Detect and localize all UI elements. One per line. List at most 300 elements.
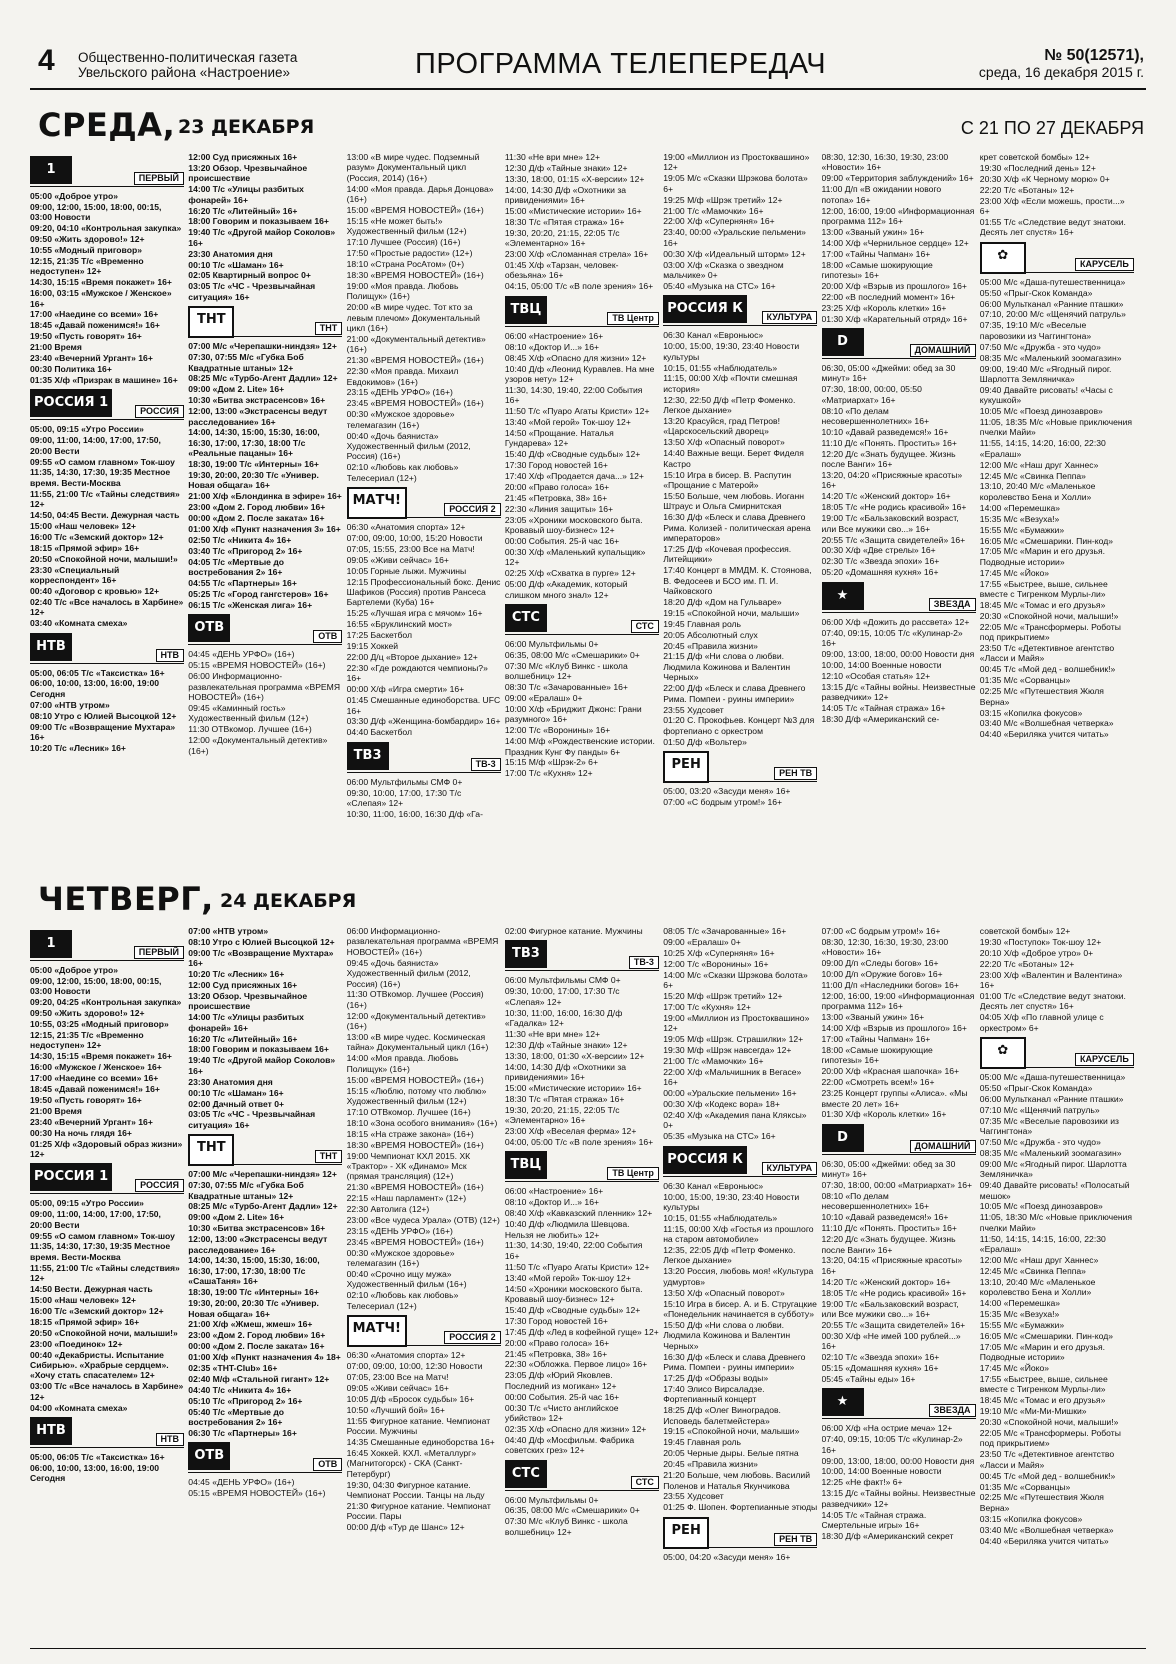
- program-entry: 15:10 Игра в бисер. В. Распутин «Прощание с Матерой»: [663, 469, 792, 490]
- program-entry: 18:45 М/с «Томас и его друзья»: [979, 599, 1106, 610]
- program-entry: 23:15 «ДЕНЬ УРФО» (16+): [346, 1225, 453, 1236]
- program-entry: 11:55, 21:00 Т/с «Тайны следствия» 12+: [30, 1262, 180, 1284]
- program-entry: 13:20 Обзор. Чрезвычайное происшествие: [188, 162, 308, 184]
- channel-header: [188, 1442, 342, 1473]
- program-entry: 10:00, 15:00, 19:30, 23:40 Новости культуры: [663, 1191, 800, 1212]
- program-entry: 01:45 Х/ф «Тарзан, человек-обезьяна» 16+: [504, 260, 619, 281]
- channel-logo-icon: ТВ3: [505, 940, 547, 968]
- program-entry: 04:40 Баскетбол: [346, 727, 413, 738]
- channel-logo-icon: СТС: [505, 604, 547, 632]
- channel-name: КАРУСЕЛЬ: [1075, 258, 1134, 271]
- program-entry: 03:40 Т/с «Пригород 2» 16+: [188, 545, 303, 556]
- program-entry: 18:25 Д/ф «Олег Виноградов. Исповедь балетмейстера»: [663, 1405, 781, 1426]
- program-entry: 08:35 М/с «Маленький зоомагазин»: [979, 1147, 1122, 1158]
- channel-logo-icon: ★: [822, 1388, 864, 1416]
- program-entry: 09:00 «Ералаш» 0+: [663, 936, 741, 947]
- program-entry: 18:15 «На страже закона» (16+): [346, 1128, 474, 1139]
- program-entry: 01:45 Смешанные единоборства. UFC 16+: [346, 695, 501, 716]
- program-entry: 20:45 «Правила жизни»: [663, 1459, 758, 1470]
- program-entry: 10:15, 01:55 «Наблюдатель»: [663, 1212, 778, 1223]
- program-entry: 22:00 Д/ф «Блеск и слава Древнего Рима. Помпеи - руины империи»: [663, 683, 806, 704]
- channel-header: [505, 940, 659, 971]
- program-entry: 19:30 «Последний день» 12+: [979, 162, 1096, 173]
- program-entry: 20:05 Абсолютный слух: [663, 629, 758, 640]
- program-entry: 09:00 «Дом 2. Lite» 16+: [188, 384, 285, 395]
- program-entry: 06:00, 10:00, 13:00, 16:00, 19:00 Сегодня: [30, 678, 159, 699]
- program-entry: 23:45 «ВРЕМЯ НОВОСТЕЙ» (16+): [346, 398, 484, 409]
- program-entry: 18:30 «ВРЕМЯ НОВОСТЕЙ» (16+): [346, 1139, 484, 1150]
- program-entry: 09:00, 13:00, 18:00, 00:00 Новости дня: [821, 1455, 975, 1466]
- program-entry: 10:05 Горные лыжи. Мужчины: [346, 565, 467, 576]
- program-entry: 00:30 Х/ф «Кодекс вора» 18+: [663, 1099, 780, 1109]
- program-entry: 16:00 «Мужское / Женское» 16+: [30, 1062, 162, 1073]
- program-entry: 00:30 Политика 16+: [30, 364, 112, 374]
- program-entry: 01:30 Х/ф «Карательный отряд» 16+: [821, 313, 968, 324]
- program-entry: 23:55 Худсовет: [663, 704, 724, 715]
- program-entry: 12:45 М/с «Свинка Пеппа»: [979, 470, 1086, 481]
- program-entry: 18:00 Говорим и показываем 16+: [188, 216, 329, 227]
- channel-header: [188, 614, 342, 645]
- program-entry: 12:00 Суд присяжных 16+: [188, 980, 298, 991]
- program-entry: 02:00 Дачный ответ 0+: [188, 1098, 285, 1109]
- program-entry: 16:20 Т/с «Литейный» 16+: [188, 205, 298, 216]
- program-entry: 09:20, 04:10 «Контрольная закупка»: [30, 223, 182, 234]
- channel-logo-icon: МАТЧ!: [347, 1315, 407, 1347]
- schedule-column: [980, 926, 1134, 1642]
- program-entry: 19:05 М/ф «Шрэк. Страшилки» 12+: [663, 1034, 804, 1045]
- program-entry: 23:45 «ВРЕМЯ НОВОСТЕЙ» (16+): [346, 1236, 484, 1247]
- program-entry: 07:00 «НТВ утром»: [188, 926, 269, 936]
- program-entry: 22:30 «Моя правда. Михаил Евдокимов» (16+): [346, 366, 459, 387]
- program-entry: 14:40 Важные вещи. Берет Фиделя Кастро: [663, 448, 804, 469]
- program-entry: 23:25 Концерт группы «Алиса». «Мы вместе 20 лет» 16+: [821, 1088, 968, 1109]
- program-entry: 20:30 «Спокойной ночи, малыши!»: [979, 1417, 1119, 1428]
- program-entry: 22:00 Д/ц «Второе дыхание» 12+: [346, 651, 478, 662]
- program-entry: 19:45 Главная роль: [663, 1437, 742, 1448]
- program-entry: 02:05 Квартирный вопрос 0+: [188, 270, 311, 281]
- program-entry: 12:15, 21:35 Т/с «Временно недоступен» 12+: [30, 1029, 144, 1051]
- program-entry: 15:15 «Не может быть!» Художественный фильм (12+): [346, 215, 467, 237]
- channel-name: ЗВЕЗДА: [929, 1404, 976, 1417]
- program-entry: 01:35 М/с «Сорванцы»: [979, 1481, 1071, 1492]
- program-entry: 11:55, 14:15, 14:20, 16:00, 22:30 «Ералаш»: [979, 438, 1106, 459]
- channel-logo-icon: ОТВ: [188, 1442, 230, 1470]
- program-entry: 09:50 «Жить здорово!» 12+: [30, 234, 145, 245]
- program-entry: 02:10 Т/с «Звезда эпохи» 16+: [821, 1352, 940, 1363]
- program-entry: 04:55 Т/с «Партнеры» 16+: [188, 578, 297, 589]
- program-entry: 02:25 М/с «Путешествия Жюля Верна»: [979, 1492, 1104, 1513]
- channel-header: [505, 1460, 659, 1491]
- channel-name: НТВ: [156, 649, 185, 662]
- program-entry: 23:50 Т/с «Детективное агентство «Ласси и Майя»: [979, 643, 1115, 664]
- program-entry: 01:25 Ф. Шопен. Фортепианные этюды: [663, 1502, 818, 1513]
- program-entry: 17:50 «Простые радости» (12+): [346, 248, 473, 259]
- program-entry: 15:00 «Мистические истории» 16+: [504, 206, 642, 217]
- program-entry: 09:00, 12:00, 15:00, 18:00, 00:15, 03:00 Новости: [30, 975, 162, 997]
- program-entry: 10:25 Х/ф «Суперняня» 16+: [663, 947, 775, 958]
- program-entry: 20:00 «В мире чудес. Тот кто за левым плечом» Документальный цикл (16+): [346, 302, 480, 333]
- program-entry: 02:40 Х/ф «Академия пана Кляксы» 0+: [663, 1109, 807, 1131]
- program-entry: 05:00 М/с «Даша-путешественница»: [979, 276, 1126, 287]
- program-entry: 17:45 Д/ф «Лед в кофейной гуще» 12+: [504, 1326, 659, 1337]
- program-entry: 01:35 Х/ф «Призрак в машине» 16+: [30, 374, 178, 385]
- program-entry: 12:00, 13:00 «Экстрасенсы ведут расследование» 16+: [188, 406, 328, 427]
- channel-name: ПЕРВЫЙ: [134, 172, 184, 185]
- program-entry: 23:00 Х/ф «Сломанная стрела» 16+: [504, 249, 649, 260]
- program-entry: 05:25 Т/с «Город гангстеров» 16+: [188, 589, 329, 600]
- program-entry: 14:30, 15:15 «Время покажет» 16+: [30, 277, 172, 288]
- program-entry: 15:00 «Мистические истории» 16+: [504, 1082, 642, 1093]
- program-entry: 02:35 «THT-Club» 16+: [188, 1363, 278, 1374]
- program-entry: 06:00 «Настроение» 16+: [504, 330, 604, 341]
- program-entry: 19:05 М/с «Сказки Шрэкова болота» 6+: [663, 173, 808, 194]
- channel-header: [347, 487, 501, 518]
- program-entry: 12:15 Профессиональный бокс. Денис Шафиков (Россия) против Рансеса Бартелеми (Куба) 16+: [346, 576, 501, 608]
- program-entry: 10:55, 03:25 «Модный приговор»: [30, 1019, 169, 1030]
- program-entry: 05:00, 09:15 «Утро России»: [30, 1198, 144, 1209]
- program-entry: 05:00, 06:05 Т/с «Таксистка» 16+: [30, 667, 165, 678]
- program-entry: 16:30 Д/ф «Блеск и слава Древнего Рима. Помпеи - руины империи»: [663, 1351, 806, 1373]
- program-entry: 03:40 М/с «Волшебная четверка»: [979, 1524, 1114, 1535]
- program-entry: 01:25 Х/ф «Здоровый образ жизни» 12+: [30, 1138, 183, 1159]
- channel-name: РОССИЯ: [135, 405, 184, 418]
- program-entry: 16:00, 03:15 «Мужское / Женское» 16+: [30, 288, 172, 309]
- program-entry: 10:20 Т/с «Лесник» 16+: [30, 742, 126, 753]
- program-entry: 07:30 М/с «Клуб Винкс - школа волшебниц» 12+: [504, 1516, 628, 1537]
- program-entry: 19:30 «Поступок» Ток-шоу 12+: [979, 936, 1102, 947]
- program-entry: 14:00 Т/с «Улицы разбитых фонарей» 16+: [188, 1012, 304, 1033]
- program-entry: 23:30 Анатомия дня: [188, 248, 273, 259]
- program-entry: 05:00 М/с «Даша-путешественница»: [979, 1072, 1126, 1083]
- program-entry: 17:10 Лучшее (Россия) (16+): [346, 237, 461, 248]
- program-entry: 19:40 Т/с «Другой майор Соколов» 16+: [188, 227, 336, 248]
- program-entry: 02:50 Т/с «Никита 4» 16+: [188, 535, 292, 545]
- program-entry: 05:10 Т/с «Пригород 2» 16+: [188, 1395, 303, 1406]
- program-entry: 10:20 Т/с «Лесник» 16+: [188, 969, 285, 980]
- program-entry: 09:05 «Живи сейчас» 16+: [346, 554, 449, 565]
- program-entry: 01:20 С. Прокофьев. Концерт №3 для фортепиано с оркестром: [663, 715, 815, 736]
- channel-logo-icon: НТВ: [30, 633, 72, 661]
- program-entry: 18:20 Д/ф «Дом на Гульваре»: [663, 596, 782, 607]
- program-entry: 20:30 Х/ф «К Черному морю» 0+: [979, 173, 1110, 184]
- program-entry: 18:15 «Прямой эфир» 16+: [30, 542, 140, 553]
- program-entry: 00:00 Х/ф «Игра смерти» 16+: [346, 684, 465, 695]
- channel-logo-icon: D: [822, 328, 864, 356]
- program-entry: 23:05 «Хроники московского быта. Кровавый шоу-бизнес» 12+: [504, 514, 643, 536]
- channel-logo-icon: 1: [30, 930, 72, 958]
- program-entry: 10:50 «Лучший бой» 16+: [346, 1404, 445, 1415]
- program-entry: 19:30, 20:00, 20:30 Т/с «Универ. Новая общага» 16+: [188, 470, 319, 491]
- program-entry: 19:15 «Спокойной ночи, малыши»: [663, 1426, 800, 1437]
- channel-header: [663, 295, 817, 326]
- program-entry: 18:30 Д/ф «Американский секрет: [821, 1530, 954, 1541]
- program-entry: 06:35, 08:00 М/с «Смешарики» 0+: [504, 649, 640, 660]
- program-entry: 10:30, 11:00, 16:00, 16:30 Д/ф «Га-: [346, 808, 483, 819]
- program-entry: 09:45 «Дочь баяниста» Художественный фильм (2012, Россия) (16+): [346, 957, 471, 989]
- program-entry: 23:30 Анатомия дня: [188, 1076, 273, 1087]
- program-entry: 08:10 «Доктор И...» 16+: [504, 341, 599, 352]
- program-entry: 20:50 «Спокойной ночи, малыши!»: [30, 553, 178, 564]
- program-entry: 07:35 М/с «Веселые паровозики из Чаггингтона»: [979, 1115, 1119, 1137]
- program-entry: 16:30 Д/ф «Блеск и слава Древнего Рима. Колизей - политическая арена императоров»: [663, 512, 811, 543]
- program-entry: 17:30 Город новостей 16+: [504, 1315, 608, 1326]
- channel-name: ТВ-3: [629, 956, 659, 969]
- program-entry: 18:10 «Зона особого внимания» (16+): [346, 1117, 498, 1128]
- program-entry: 09:00, 11:00, 14:00, 17:00, 17:50, 20:00 Вести: [30, 1209, 161, 1230]
- program-entry: 21:00 Время: [30, 342, 82, 353]
- program-entry: 05:40 Т/с «Мертвые до востребования 2» 16+: [188, 1406, 285, 1428]
- program-entry: 13:00 «Званый ужин» 16+: [821, 226, 925, 237]
- program-entry: 05:00 «Доброе утро»: [30, 191, 118, 201]
- program-entry: советской бомбы» 12+: [979, 926, 1071, 936]
- program-entry: 12:00 М/с «Наш друг Ханнес»: [979, 1254, 1099, 1265]
- program-entry: 08:10 Утро с Юлией Высоцкой 12+: [30, 710, 177, 721]
- program-entry: 06:30 Канал «Евроньюс»: [663, 1180, 764, 1191]
- channel-name: ЗВЕЗДА: [929, 598, 976, 611]
- channel-logo-icon: РЕН: [663, 1517, 709, 1549]
- program-entry: 07:40, 09:15, 10:05 Т/с «Кулинар-2» 16+: [821, 1434, 963, 1455]
- program-entry: 02:35 Х/ф «Опасно для жизни» 12+: [504, 1423, 647, 1434]
- program-entry: 11:35, 14:30, 17:30, 19:35 Местное время. Вести-Москва: [30, 1241, 171, 1262]
- channel-name: ТВ Центр: [607, 312, 659, 325]
- channel-logo-icon: 1: [30, 156, 72, 184]
- program-entry: 12:00, 16:00, 19:00 «Информационная программа 112» 16+: [821, 990, 975, 1012]
- program-entry: 06:00 Информационно-развлекательная программа «ВРЕМЯ НОВОСТЕЙ» (16+): [188, 671, 341, 702]
- program-entry: 00:00 События. 25-й час 16+: [504, 536, 620, 546]
- thursday-header: [30, 880, 1146, 920]
- channel-logo-icon: ★: [822, 582, 864, 610]
- program-entry: 15:50 Больше, чем любовь. Иоганн Штраус и Ольга Смирнитская: [663, 490, 804, 512]
- week-range: С 21 ПО 27 ДЕКАБРЯ: [960, 118, 1144, 138]
- program-entry: 08:25 М/с «Турбо-Агент Дадли» 12+: [188, 1201, 338, 1212]
- program-entry: 15:00 «ВРЕМЯ НОВОСТЕЙ» (16+): [346, 205, 484, 216]
- program-entry: 22:20 Т/с «Ботаны» 12+: [979, 184, 1075, 195]
- program-entry: 12:00 «Документальный детектив» (16+): [188, 735, 328, 756]
- program-entry: 14:50 Вести. Дежурная часть: [30, 1284, 153, 1295]
- program-entry: 00:30 Х/ф «Не имей 100 рублей...» 16+: [821, 1330, 961, 1352]
- channel-logo-icon: ТВЦ: [505, 296, 547, 324]
- program-entry: 18:30, 19:00 Т/с «Интерны» 16+: [188, 459, 319, 470]
- program-entry: 14:35 Смешанные единоборства 16+: [346, 1436, 495, 1447]
- program-entry: 02:25 Х/ф «Схватка в пурге» 12+: [504, 568, 636, 579]
- program-entry: 08:40 Х/ф «Кавказский пленник» 12+: [504, 1208, 653, 1219]
- program-entry: 03:15 «Копилка фокусов»: [979, 1513, 1083, 1524]
- page-number: 4: [38, 44, 55, 77]
- program-entry: 16:00 Т/с «Земский доктор» 12+: [30, 531, 164, 542]
- channel-name: ДОМАШНИЙ: [910, 1140, 976, 1153]
- channel-header: [30, 156, 184, 187]
- program-entry: 07:00 «НТВ утром»: [30, 699, 110, 710]
- program-entry: 22:30 «Линия защиты» 16+: [504, 503, 614, 514]
- program-entry: 04:05 Х/ф «По главной улице с оркестром» 6+: [979, 1012, 1104, 1033]
- program-entry: 10:10 «Давай разведемся!» 16+: [821, 1212, 949, 1223]
- channel-name: ТВ Центр: [607, 1167, 659, 1180]
- program-entry: 09:55 «О самом главном» Ток-шоу: [30, 1230, 175, 1241]
- program-entry: 15:15 М/ф «Шрэк-2» 6+: [504, 757, 598, 768]
- program-entry: 12:30 Д/ф «Тайные знаки» 12+: [504, 162, 628, 173]
- program-entry: 09:00 М/с «Ягодный пирог. Шарлотта Земляничка»: [979, 1158, 1127, 1180]
- program-entry: 05:50 «Прыг-Скок Команда»: [979, 1082, 1093, 1093]
- program-entry: 21:45 «Петровка, 38» 16+: [504, 1348, 608, 1359]
- program-entry: 18:05 Т/с «Не родись красивой» 16+: [821, 1287, 967, 1298]
- program-entry: 19:00 «Миллион из Простоквашино» 12+: [663, 152, 810, 173]
- program-entry: 13:20 Обзор. Чрезвычайное происшествие: [188, 990, 308, 1012]
- program-entry: 15:40 Д/ф «Сводные судьбы» 12+: [504, 1304, 641, 1315]
- channel-name: ТНТ: [315, 1150, 343, 1163]
- channel-name: КУЛЬТУРА: [762, 311, 818, 324]
- program-entry: 02:30 Т/с «Звезда эпохи» 16+: [821, 556, 940, 567]
- program-entry: 19:30, 20:20, 21:15, 22:05 Т/с «Элементарно» 16+: [504, 1104, 620, 1126]
- program-entry: 13:15 Д/с «Тайны войны. Неизвестные разведчики» 12+: [821, 681, 976, 702]
- program-entry: 06:00 Мультфильмы СМФ 0+: [504, 975, 621, 986]
- program-entry: 11:30 ОТВкомор. Лучшее (Россия) (16+): [346, 989, 484, 1010]
- program-entry: 09:05 «Живи сейчас» 16+: [346, 1382, 449, 1393]
- program-entry: 19:50 «Пусть говорят» 16+: [30, 1094, 142, 1105]
- program-entry: 14:00 М/с «Сказки Шрэкова болота» 6+: [663, 969, 808, 991]
- program-entry: 17:40 Х/ф «Продается дача...» 12+: [504, 471, 644, 482]
- program-entry: 09:00 Т/с «Возвращение Мухтара» 16+: [188, 947, 334, 969]
- channel-logo-icon: D: [822, 1124, 864, 1152]
- program-entry: 13:20, 04:15 «Присяжные красоты» 16+: [821, 1255, 963, 1276]
- program-entry: 07:05, 15:55, 23:00 Все на Матч!: [346, 543, 475, 554]
- program-entry: 13:20 Красуйся, град Петров! «Царскосельский дворец»: [663, 416, 780, 437]
- program-entry: 12:00 Т/с «Воронины» 16+: [504, 725, 611, 736]
- program-entry: 06:00 Мультфильмы СМФ 0+: [346, 776, 463, 787]
- program-entry: 07:10, 20:00 М/с «Щенячий патруль»: [979, 309, 1126, 320]
- program-entry: 13:20, 04:20 «Присяжные красоты» 16+: [821, 470, 963, 491]
- program-entry: 01:30 Х/ф «Король клетки» 16+: [821, 1109, 947, 1120]
- program-entry: 21:00 Т/с «Мамочки» 16+: [663, 1055, 764, 1066]
- program-entry: 08:10 «По делам несовершеннолетних» 16+: [821, 1191, 930, 1212]
- program-entry: 11:35, 14:30, 17:30, 19:35 Местное время. Вести-Москва: [30, 467, 171, 488]
- channel-header: [30, 1163, 184, 1194]
- program-entry: 16:20 Т/с «Литейный» 16+: [188, 1033, 298, 1044]
- program-entry: 07:00 «С бодрым утром!» 16+: [663, 797, 783, 808]
- program-entry: 02:10 «Любовь как любовь» Телесериал (12+): [346, 1290, 459, 1311]
- program-entry: 22:00 Х/ф «Мальчишник в Вегасе» 16+: [663, 1066, 802, 1088]
- program-entry: 11:30, 14:30, 19:40, 22:00 События 16+: [504, 1240, 643, 1261]
- program-entry: 14:20 Т/с «Женский доктор» 16+: [821, 491, 951, 502]
- channel-logo-icon: МАТЧ!: [347, 487, 407, 519]
- program-entry: 17:25 Д/ф «Кочевая профессия. Литейщики»: [663, 543, 792, 565]
- program-entry: 10:00, 15:00, 19:30, 23:40 Новости культуры: [663, 341, 800, 362]
- program-entry: 11:05, 18:35 М/с «Новые приключения пчелки Майи»: [979, 417, 1133, 438]
- program-entry: 10:40 Д/ф «Леонид Куравлев. На мне узоров нету» 12+: [504, 363, 655, 384]
- program-entry: 04:00 «Комната смеха»: [30, 1402, 128, 1413]
- program-entry: 00:00 Д/ф «Тур де Шанс» 12+: [346, 1522, 465, 1533]
- day-date: 24 ДЕКАБРЯ: [220, 890, 357, 912]
- issue-date: среда, 16 декабря 2015 г.: [978, 64, 1144, 80]
- program-entry: 10:10 «Давай разведемся!» 16+: [821, 426, 949, 437]
- program-entry: 15:00 «Наш человек» 12+: [30, 1294, 137, 1305]
- program-entry: 13:00 «В мире чудес. Космическая тайна» Документальный цикл (16+): [346, 1032, 489, 1053]
- channel-name: СТС: [631, 1476, 659, 1489]
- program-entry: 09:30, 10:00, 17:00, 17:30 Т/с «Слепая» 12+: [504, 986, 620, 1007]
- program-entry: 07:05, 23:00 Все на Матч!: [346, 1371, 449, 1382]
- channel-logo-icon: ОТВ: [188, 614, 230, 642]
- schedule-column: [347, 926, 501, 1642]
- program-entry: 18:45 М/с «Томас и его друзья»: [979, 1395, 1106, 1406]
- program-entry: 12:20 Д/с «Знать будущее. Жизнь после Ванги» 16+: [821, 1234, 956, 1255]
- program-entry: 22:30 Автолига (12+): [346, 1204, 430, 1215]
- program-entry: 04:00, 05:00 Т/с «В поле зрения» 16+: [504, 1137, 654, 1147]
- channel-name: ТВ-3: [471, 758, 501, 771]
- program-entry: 14:00, 14:30 Д/ф «Охотники за привидениями» 16+: [504, 184, 627, 206]
- program-entry: 23:25 Х/ф «Король клетки» 16+: [821, 302, 947, 313]
- program-entry: 14:20 Т/с «Женский доктор» 16+: [821, 1276, 951, 1287]
- program-entry: 16:45 Хоккей. КХЛ. «Металлург» (Магнитогорск) - СКА (Санкт-Петербург): [346, 1447, 477, 1479]
- day-name: ЧЕТВЕРГ,: [38, 880, 214, 918]
- program-entry: 04:15, 05:00 Т/с «В поле зрения» 16+: [504, 281, 654, 292]
- schedule-column: [347, 152, 501, 872]
- program-entry: 03:40 М/с «Волшебная четверка»: [979, 718, 1114, 729]
- issue-info: [979, 47, 1144, 80]
- program-entry: крет советской бомбы» 12+: [979, 152, 1090, 162]
- program-entry: 13:00 «Званый ужин» 16+: [821, 1012, 925, 1023]
- program-entry: 14:05 Т/с «Тайная стража. Смертельные игры» 16+: [821, 1509, 927, 1530]
- program-entry: 05:15 «ВРЕМЯ НОВОСТЕЙ» (16+): [188, 660, 326, 671]
- program-entry: 21:30 «ВРЕМЯ НОВОСТЕЙ» (16+): [346, 355, 484, 366]
- program-entry: 00:30 Х/ф «Две стрелы» 16+: [821, 545, 936, 556]
- program-entry: 05:00, 03:20 «Засуди меня» 16+: [663, 786, 791, 797]
- program-entry: 21:15 Д/ф «Ни слова о любви. Людмила Кожинова и Валентин Черных»: [663, 651, 791, 683]
- program-entry: 12:20 Д/с «Знать будущее. Жизнь после Ванги» 16+: [821, 448, 956, 470]
- channel-logo-icon: РОССИЯ 1: [30, 1163, 112, 1191]
- program-entry: 22:30 «Где рождаются чемпионы?» 16+: [346, 662, 488, 684]
- program-entry: 20:50 «Спокойной ночи, малыши!»: [30, 1327, 178, 1338]
- program-entry: 09:00, 12:00, 15:00, 18:00, 00:15, 03:00 Новости: [30, 201, 162, 223]
- program-entry: 17:00 Т/с «Кухня» 12+: [504, 768, 593, 779]
- program-entry: 15:00 «ВРЕМЯ НОВОСТЕЙ» (16+): [346, 1074, 484, 1085]
- program-entry: 18:30 «ВРЕМЯ НОВОСТЕЙ» (16+): [346, 269, 484, 280]
- program-entry: 23:00 «Дом 2. Город любви» 16+: [188, 502, 326, 513]
- program-entry: 05:00, 06:05 Т/с «Таксистка» 16+: [30, 1451, 165, 1462]
- program-entry: 06:00 Х/ф «Дожить до рассвета» 12+: [821, 616, 970, 627]
- program-entry: 07:00, 09:00, 10:00, 15:20 Новости: [346, 533, 483, 543]
- channel-logo-icon: РОССИЯ 1: [30, 389, 112, 417]
- schedule-column: [505, 152, 659, 872]
- program-entry: 12:00 Суд присяжных 16+: [188, 152, 298, 162]
- program-entry: 18:00 «Самые шокирующие гипотезы» 16+: [821, 259, 933, 280]
- program-entry: 23:00 Х/ф «Веселая ферма» 12+: [504, 1126, 637, 1137]
- program-entry: 00:00 «Дом 2. После заката» 16+: [188, 1341, 325, 1352]
- program-entry: 14:00 Т/с «Улицы разбитых фонарей» 16+: [188, 184, 304, 205]
- program-entry: 17:30 Город новостей 16+: [504, 460, 608, 471]
- program-entry: 19:30 М/ф «Шрэк навсегда» 12+: [663, 1044, 792, 1055]
- program-entry: 01:00 Х/ф «Пункт назначения 3» 16+: [188, 524, 341, 535]
- program-entry: 17:25 Баскетбол: [346, 630, 413, 641]
- program-entry: 06:30, 05:00 «Джейми: обед за 30 минут» 16+: [821, 1158, 956, 1180]
- channel-header: [188, 306, 342, 337]
- program-entry: 13:10, 20:40 М/с «Маленькое королевство Бена и Холли»: [979, 481, 1096, 502]
- program-entry: 16:00 Т/с «Земский доктор» 12+: [30, 1305, 164, 1316]
- program-entry: 00:40 «Срочно ищу мужа» Художественный фильм (16+): [346, 1269, 467, 1290]
- channel-logo-icon: ТВ3: [347, 742, 389, 770]
- schedule-column: [822, 926, 976, 1642]
- schedule-column: [188, 926, 342, 1642]
- program-entry: 06:30, 05:00 «Джейми: обед за 30 минут» 16+: [821, 363, 956, 384]
- program-entry: 23:55 Худсовет: [663, 1491, 724, 1502]
- program-entry: 20:30 «Спокойной ночи, малыши!»: [979, 610, 1119, 621]
- channel-logo-icon: РОССИЯ К: [663, 295, 747, 323]
- program-entry: 17:25 Д/ф «Образы воды»: [663, 1372, 769, 1383]
- program-entry: 12:10 «Особая статья» 12+: [821, 670, 931, 681]
- program-entry: 06:00 «Настроение» 16+: [504, 1186, 604, 1197]
- program-entry: 14:00 «Перемешка»: [979, 1298, 1061, 1309]
- program-entry: 03:05 Т/с «ЧС - Чрезвычайная ситуация» 16+: [188, 1109, 316, 1130]
- program-entry: 19:25 М/ф «Шрэк третий» 12+: [663, 194, 783, 205]
- channel-header: [30, 930, 184, 961]
